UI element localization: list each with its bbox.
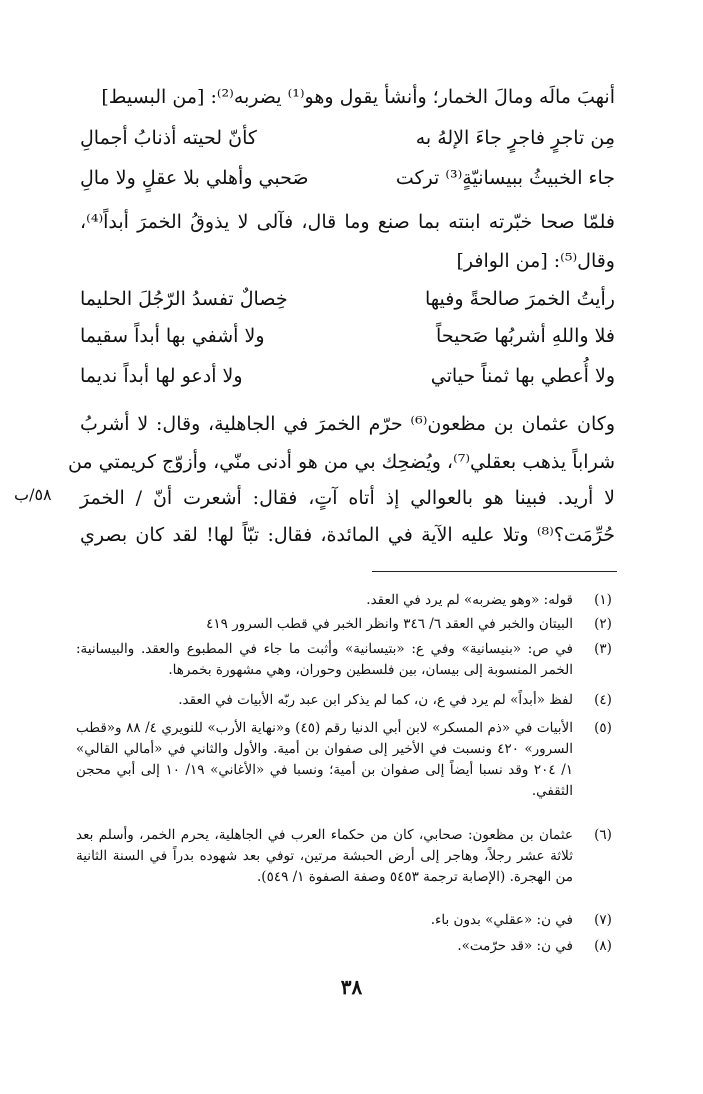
paragraph-line: وكان عثمان بن مظعون⁽⁶⁾ حرّم الخمرَ في الجاهلية، وقال: لا أشربُ bbox=[80, 413, 616, 435]
footnote-number: (٣) bbox=[594, 641, 612, 657]
verse-5 bbox=[80, 365, 615, 395]
footnote bbox=[76, 825, 617, 888]
footnote bbox=[76, 590, 617, 611]
verse-hemistich-1: رأيتُ الخمرَ صالحةً وفيها bbox=[424, 288, 615, 310]
footnote bbox=[76, 936, 617, 957]
verse-2 bbox=[80, 167, 615, 197]
footnote-separator bbox=[372, 571, 617, 572]
verse-hemistich-2: صَحبي وأهلي بلا عقلٍ ولا مالِ bbox=[80, 167, 309, 189]
footnote-number: (٤) bbox=[594, 692, 612, 708]
verse-1 bbox=[80, 127, 615, 157]
verse-hemistich-1: ولا أُعطي بها ثمناً حياتي bbox=[430, 365, 615, 387]
footnote bbox=[76, 639, 617, 681]
footnote-text: لفظ «أبداً» لم يرد في ع، ن، كما لم يذكر ابن عبد ربّه الأبيات في العقد. bbox=[178, 692, 573, 708]
manuscript-folio-note: ٥٨/ب bbox=[14, 485, 52, 504]
footnote bbox=[76, 614, 617, 635]
verse-hemistich-2: خِصالٌ تفسدُ الرّجُلَ الحليما bbox=[80, 288, 288, 310]
footnote-number: (٥) bbox=[594, 720, 612, 736]
verse-hemistich-1: جاء الخبيثُ ببيسانيّةٍ⁽³⁾ تركت bbox=[395, 167, 615, 189]
verse-3 bbox=[80, 288, 615, 318]
paragraph-line: فلمّا صحا خبّرته ابنته بما صنع وما قال، فآلى لا يذوقُ الخمرَ أبداً⁽⁴⁾، bbox=[80, 211, 615, 233]
paragraph-line: حُرِّمَت؟⁽⁸⁾ وتلا عليه الآية في المائدة، فقال: تبّاً لها! لقد كان بصري bbox=[80, 524, 615, 546]
footnote-text: في ن: «عقلي» بدون باء. bbox=[430, 912, 573, 928]
footnote-text: قوله: «وهو يضربه» لم يرد في العقد. bbox=[366, 592, 573, 608]
verse-hemistich-1: فلا واللهِ أشربُها صَحيحاً bbox=[436, 325, 615, 347]
footnote-text: الأبيات في «ذم المسكر» لابن أبي الدنيا رقم (٤٥) و«نهاية الأرب» للنويري ٤/ ٨٨ و«قطب السرور» ٤٢٠ ونسبت في الأخير إلى صفوان بن أمية. والأول والثاني في «أمالي القالي» ١/ ٢٠٤ وقد نسبا أيضاً إلى صفوان بن أمية؛ ونسبا في «الأغاني» ١٩/ ١٠ إلى أبي محجن الثقفي. bbox=[76, 720, 574, 799]
footnote-number: (٦) bbox=[594, 827, 612, 843]
footnote-text: عثمان بن مظعون: صحابي، كان من حكماء العرب في الجاهلية، يحرم الخمر، وأسلم بعد ثلاثة عشر رجلاً، وهاجر إلى أرض الحبشة مرتين، توفي بعد شهوده بدراً في السنة الثانية من الهجرة. (الإصابة ترجمة ٥٤٥٣ وصفة الصفوة ١/ ٥٤٩). bbox=[76, 827, 573, 885]
footnote-text: في ن: «قد حرّمت». bbox=[457, 938, 573, 954]
verse-hemistich-2: ولا أدعو لها أبداً نديما bbox=[80, 365, 243, 387]
footnote-number: (٨) bbox=[594, 938, 612, 954]
paragraph-line: وقال⁽⁵⁾: [من الوافر] bbox=[456, 250, 615, 272]
footnote bbox=[76, 690, 617, 711]
paragraph-line: شراباً يذهب بعقلي⁽⁷⁾، ويُضحِك بي من هو أدنى منّي، وأزوّج كريمتي من bbox=[67, 451, 615, 473]
verse-4 bbox=[80, 325, 615, 355]
footnote-text: البيتان والخبر في العقد ٦/ ٣٤٦ وانظر الخبر في قطب السرور ٤١٩ bbox=[206, 616, 573, 632]
footnote-text: في ص: «بنيسانية» وفي ع: «بتيسانية» وأثبت ما جاء في المطبوع والعقد. والبيسانية: الخمر المنسوبة إلى بيسان، بين فلسطين وحوران، وهي مشهورة بخمرها. bbox=[76, 641, 573, 678]
footnote-number: (٧) bbox=[594, 912, 612, 928]
page-number: ٣٨ bbox=[340, 975, 363, 999]
verse-hemistich-2: ولا أشفي بها أبداً سقيما bbox=[80, 325, 265, 347]
paragraph-line: لا أريد. فبينا هو بالعوالي إذ أتاه آتٍ، فقال: أشعرت أنّ / الخمرَ bbox=[80, 487, 615, 509]
verse-hemistich-1: مِن تاجرٍ فاجرٍ جاءَ الإلهُ به bbox=[415, 127, 615, 149]
footnote-number: (٢) bbox=[594, 616, 612, 632]
verse-hemistich-2: كأنّ لحيته أذنابُ أجمالِ bbox=[80, 127, 257, 149]
footnote-number: (١) bbox=[594, 592, 612, 608]
footnote bbox=[76, 910, 617, 931]
header-line: أنهبَ مالَه ومالَ الخمار؛ وأنشأ يقول وهو⁽¹⁾ يضربه⁽²⁾: [من البسيط] bbox=[101, 86, 615, 108]
footnote bbox=[76, 718, 617, 802]
